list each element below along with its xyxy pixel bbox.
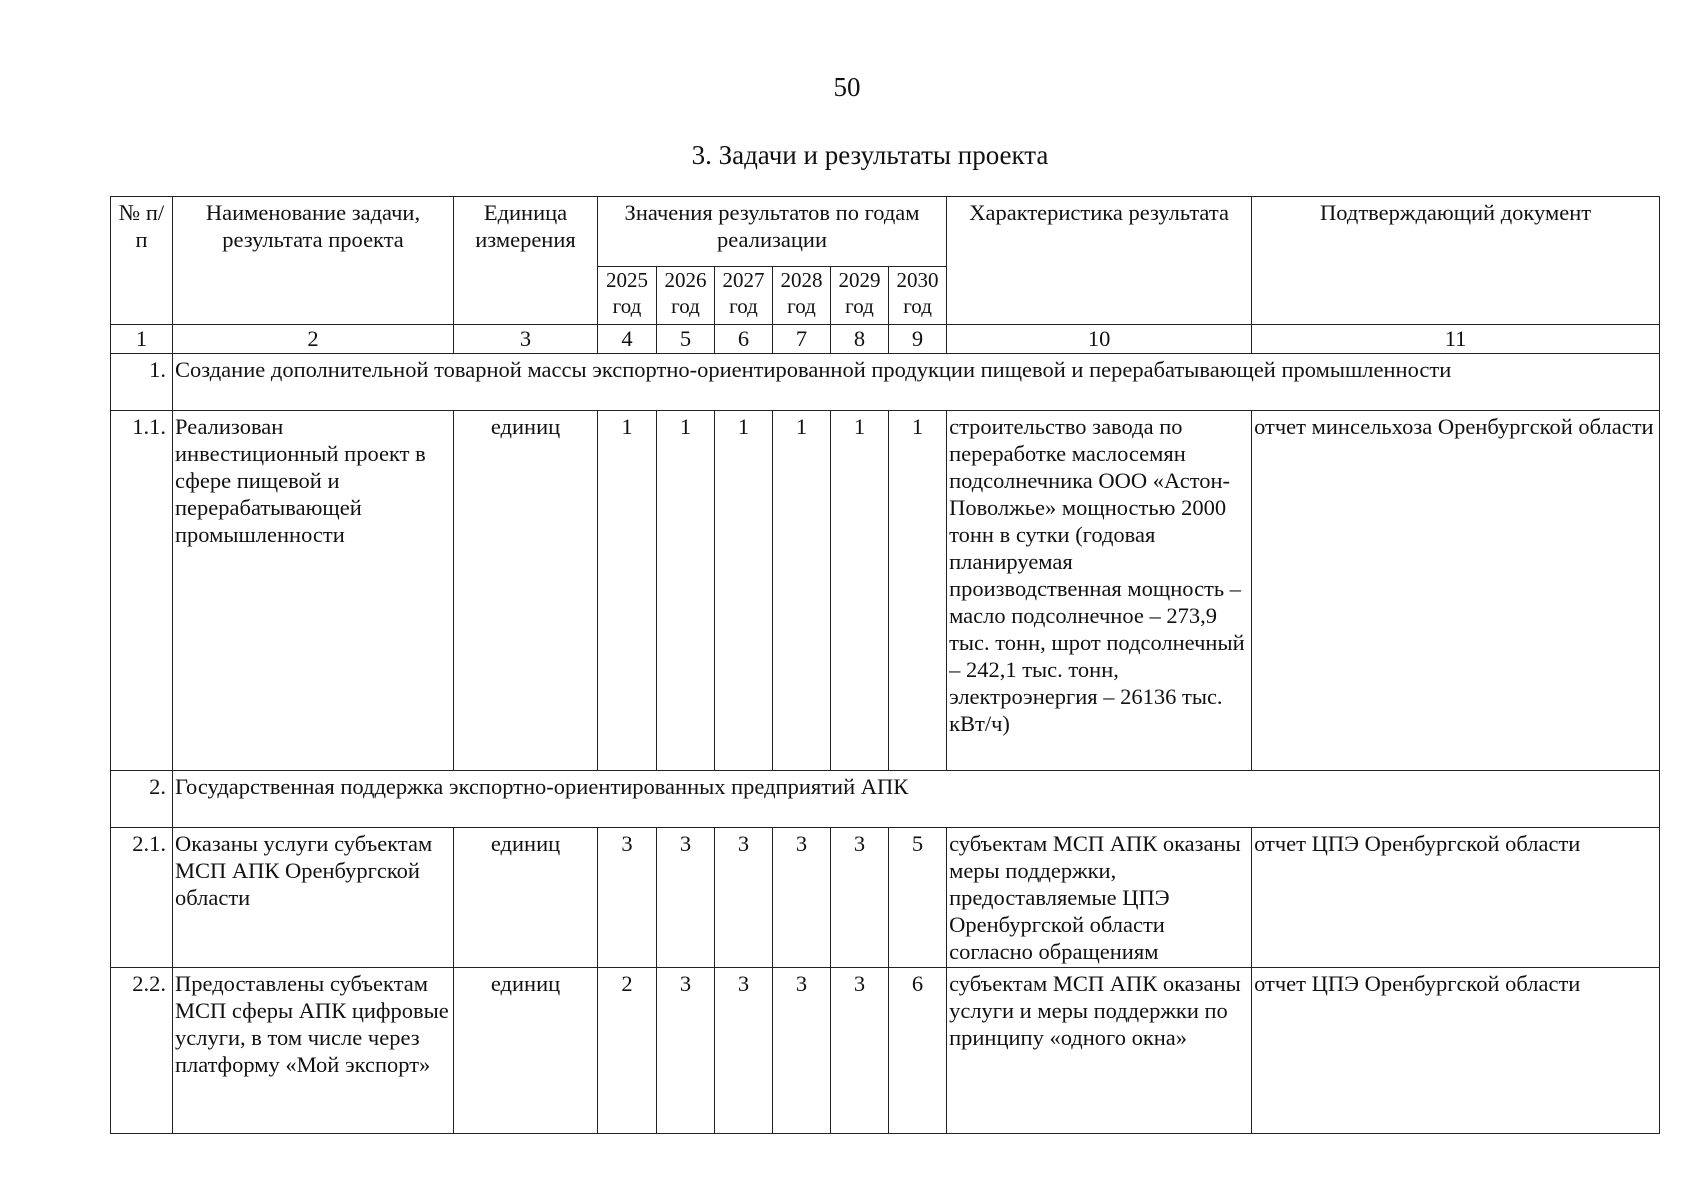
value-cell: 3 <box>657 968 715 1134</box>
value-cell: 3 <box>773 828 831 968</box>
results-table <box>110 196 1660 1134</box>
column-number: 3 <box>454 325 598 354</box>
table-row <box>111 411 1660 771</box>
value-cell: 1 <box>598 411 657 771</box>
header-characteristic: Характеристика результата <box>947 197 1252 325</box>
section-number: 1. <box>111 354 173 411</box>
header-document: Подтверждающий документ <box>1252 197 1660 325</box>
header-name: Наименование задачи, результата проекта <box>173 197 454 325</box>
column-number: 2 <box>173 325 454 354</box>
section-number: 2. <box>111 771 173 828</box>
document-cell: отчет ЦПЭ Оренбургской области <box>1252 968 1660 1134</box>
column-number: 10 <box>947 325 1252 354</box>
row-number: 2.2. <box>111 968 173 1134</box>
document-cell: отчет минсельхоза Оренбургской области <box>1252 411 1660 771</box>
characteristic-cell: субъектам МСП АПК оказаны меры поддержки, предоставляемые ЦПЭ Оренбургской области согласно обращениям <box>947 828 1252 968</box>
column-number: 4 <box>598 325 657 354</box>
result-name: Оказаны услуги субъектам МСП АПК Оренбургской области <box>173 828 454 968</box>
value-cell: 1 <box>657 411 715 771</box>
header-year: 2029 год <box>831 267 889 325</box>
table-row <box>111 828 1660 968</box>
value-cell: 3 <box>831 968 889 1134</box>
unit-cell: единиц <box>454 411 598 771</box>
header-year: 2027 год <box>715 267 773 325</box>
section-title-cell: Государственная поддержка экспортно-ориентированных предприятий АПК <box>173 771 1660 828</box>
result-name: Предоставлены субъектам МСП сферы АПК цифровые услуги, в том числе через платформу «Мой экспорт» <box>173 968 454 1134</box>
column-number: 9 <box>889 325 947 354</box>
header-no: № п/п <box>111 197 173 325</box>
value-cell: 1 <box>715 411 773 771</box>
column-number: 7 <box>773 325 831 354</box>
row-number: 1.1. <box>111 411 173 771</box>
characteristic-cell: субъектам МСП АПК оказаны услуги и меры поддержки по принципу «одного окна» <box>947 968 1252 1134</box>
section-title: 3. Задачи и результаты проекта <box>691 140 1049 170</box>
value-cell: 3 <box>831 828 889 968</box>
header-year: 2028 год <box>773 267 831 325</box>
section-row <box>111 771 1660 828</box>
document-cell: отчет ЦПЭ Оренбургской области <box>1252 828 1660 968</box>
column-number: 11 <box>1252 325 1660 354</box>
column-number: 5 <box>657 325 715 354</box>
value-cell: 3 <box>657 828 715 968</box>
result-name: Реализован инвестиционный проект в сфере пищевой и перерабатывающей промышленности <box>173 411 454 771</box>
value-cell: 3 <box>715 828 773 968</box>
section-title-cell: Создание дополнительной товарной массы экспортно-ориентированной продукции пищевой и перерабатывающей промышленности <box>173 354 1660 411</box>
value-cell: 2 <box>598 968 657 1134</box>
header-year: 2030 год <box>889 267 947 325</box>
table-row <box>111 968 1660 1134</box>
value-cell: 6 <box>889 968 947 1134</box>
unit-cell: единиц <box>454 968 598 1134</box>
value-cell: 5 <box>889 828 947 968</box>
page-number: 50 <box>833 72 861 102</box>
row-number: 2.1. <box>111 828 173 968</box>
characteristic-cell: строительство завода по переработке маслосемян подсолнечника ООО «Астон-Поволжье» мощностью 2000 тонн в сутки (годовая планируемая производственная мощность – масло подсолнечное – 273,9 тыс. тонн, шрот подсолнечный – 242,1 тыс. тонн, электроэнергия – 26136 тыс. кВт/ч) <box>947 411 1252 771</box>
section-row <box>111 354 1660 411</box>
header-unit: Единица измерения <box>454 197 598 325</box>
header-values-group: Значения результатов по годам реализации <box>598 197 947 267</box>
column-number: 6 <box>715 325 773 354</box>
header-year: 2025 год <box>598 267 657 325</box>
header-row <box>111 197 1660 267</box>
header-year: 2026 год <box>657 267 715 325</box>
column-numbers-row <box>111 325 1660 354</box>
column-number: 1 <box>111 325 173 354</box>
column-number: 8 <box>831 325 889 354</box>
value-cell: 3 <box>773 968 831 1134</box>
value-cell: 3 <box>715 968 773 1134</box>
value-cell: 1 <box>831 411 889 771</box>
value-cell: 1 <box>773 411 831 771</box>
value-cell: 3 <box>598 828 657 968</box>
value-cell: 1 <box>889 411 947 771</box>
unit-cell: единиц <box>454 828 598 968</box>
